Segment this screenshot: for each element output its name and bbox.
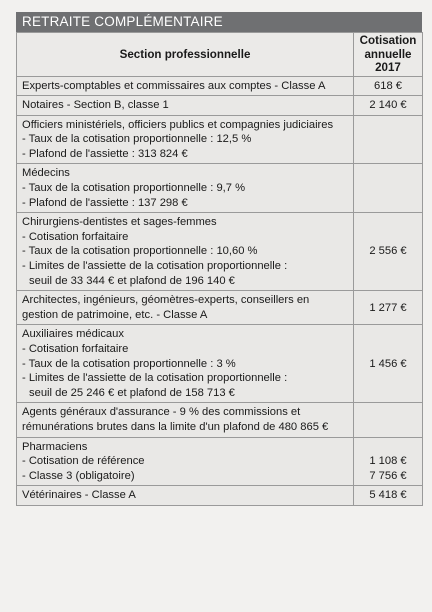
table-header-row — [17, 33, 423, 77]
column-header-cotisation: Cotisation annuelle 2017 — [354, 33, 423, 77]
row-amount — [354, 164, 423, 213]
row-line: Médecins — [22, 167, 70, 180]
row-line: Pharmaciens — [22, 440, 88, 453]
row-amount — [354, 325, 423, 403]
row-line: Auxiliaires médicaux — [22, 328, 124, 341]
row-description — [17, 325, 354, 403]
amount-value: 1 277 € — [369, 301, 407, 314]
row-amount — [354, 437, 423, 486]
row-line: Chirurgiens-dentistes et sages-femmes — [22, 216, 217, 229]
row-line: - Taux de la cotisation proportionnelle : 10,60 % — [22, 245, 258, 258]
amount-value: 1 108 € — [369, 455, 407, 468]
table-row — [17, 164, 423, 213]
row-line: - Cotisation de référence — [22, 455, 145, 468]
cotisation-table — [16, 32, 423, 506]
row-description — [17, 486, 354, 506]
row-line: seuil de 25 246 € et plafond de 158 713 € — [29, 386, 235, 399]
amount-value: 2 556 € — [369, 245, 407, 258]
column-header-section: Section professionnelle — [17, 33, 354, 77]
table-row — [17, 403, 423, 437]
row-amount — [354, 76, 423, 96]
row-line: rémunérations brutes dans la limite d'un plafond de 480 865 € — [22, 420, 329, 433]
row-amount — [354, 291, 423, 325]
table-row — [17, 96, 423, 116]
amount-value: 618 € — [374, 79, 402, 92]
row-line: - Limites de l'assiette de la cotisation proportionnelle : — [22, 260, 288, 273]
row-amount — [354, 96, 423, 116]
row-line: - Limites de l'assiette de la cotisation proportionnelle : — [22, 372, 288, 385]
row-amount — [354, 115, 423, 164]
table-row — [17, 213, 423, 291]
amount-value: 2 140 € — [369, 99, 407, 112]
row-description — [17, 291, 354, 325]
table-row — [17, 291, 423, 325]
amount-value: 5 418 € — [369, 489, 407, 502]
row-description — [17, 96, 354, 116]
row-line: Vétérinaires - Classe A — [22, 489, 136, 502]
row-line: Agents généraux d'assurance - 9 % des commissions et — [22, 406, 301, 419]
table-row — [17, 115, 423, 164]
amount-value: 7 756 € — [369, 469, 407, 482]
section-banner: RETRAITE COMPLÉMENTAIRE — [16, 12, 422, 32]
row-line: - Taux de la cotisation proportionnelle : 3 % — [22, 357, 236, 370]
row-line: - Classe 3 (obligatoire) — [22, 469, 135, 482]
row-line: seuil de 33 344 € et plafond de 196 140 € — [29, 274, 235, 287]
row-description — [17, 213, 354, 291]
row-line: Experts-comptables et commissaires aux comptes - Classe A — [22, 79, 326, 92]
row-description — [17, 403, 354, 437]
table-row — [17, 486, 423, 506]
row-amount — [354, 486, 423, 506]
row-line: Architectes, ingénieurs, géomètres-experts, conseillers en — [22, 294, 310, 307]
row-line: - Cotisation forfaitaire — [22, 343, 129, 355]
row-line: Notaires - Section B, classe 1 — [22, 99, 169, 112]
row-description — [17, 115, 354, 164]
retraite-table-card — [16, 12, 422, 506]
row-line: - Taux de la cotisation proportionnelle : 12,5 % — [22, 133, 252, 146]
row-line: Officiers ministériels, officiers publics et compagnies judiciaires — [22, 118, 334, 131]
table-row — [17, 76, 423, 96]
table-row — [17, 325, 423, 403]
row-line: - Cotisation forfaitaire — [22, 230, 129, 243]
row-line: - Plafond de l'assiette : 313 824 € — [22, 147, 188, 160]
row-line: - Taux de la cotisation proportionnelle : 9,7 % — [22, 182, 246, 195]
row-line: - Plafond de l'assiette : 137 298 € — [22, 196, 188, 209]
row-description — [17, 164, 354, 213]
row-amount — [354, 213, 423, 291]
row-description — [17, 76, 354, 96]
table-row — [17, 437, 423, 486]
row-line: gestion de patrimoine, etc. - Classe A — [22, 308, 208, 321]
amount-value: 1 456 € — [369, 357, 407, 370]
row-amount — [354, 403, 423, 437]
row-description — [17, 437, 354, 486]
